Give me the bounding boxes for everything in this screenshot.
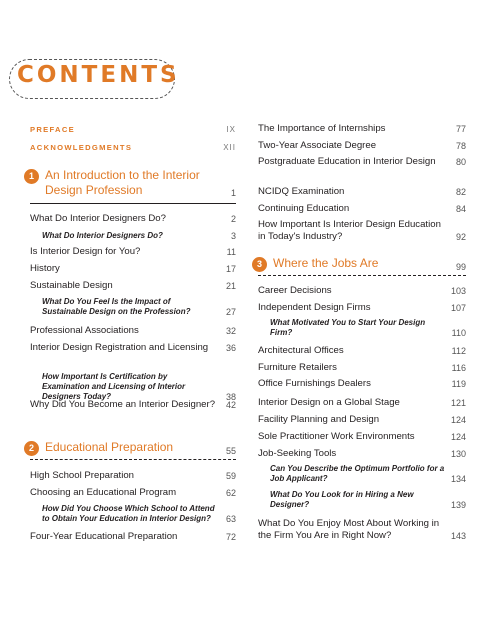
toc-subentry[interactable] xyxy=(258,490,466,510)
toc-entry[interactable] xyxy=(258,219,466,243)
entry-title: Can You Describe the Optimum Portfolio for a Job Applicant? xyxy=(270,464,445,483)
section-divider xyxy=(30,459,236,460)
entry-title: Sustainable Design xyxy=(30,280,113,291)
entry-page: 32 xyxy=(225,326,236,336)
entry-title: Sole Practitioner Work Environments xyxy=(258,431,415,442)
entry-page: 59 xyxy=(225,471,236,481)
section-divider xyxy=(30,203,236,204)
entry-title: Four-Year Educational Preparation xyxy=(30,531,178,542)
entry-title: ACKNOWLEDGMENTS xyxy=(30,143,133,152)
toc-entry[interactable] xyxy=(258,397,466,409)
entry-title: What Motivated You to Start Your Design Firm? xyxy=(270,318,426,337)
entry-page: IX xyxy=(226,125,236,134)
entry-title: What Do Interior Designers Do? xyxy=(30,213,166,224)
entry-title: Career Decisions xyxy=(258,285,332,296)
toc-entry[interactable] xyxy=(258,378,466,390)
toc-subentry[interactable] xyxy=(258,318,466,338)
entry-title: Job-Seeking Tools xyxy=(258,448,337,459)
entry-title: The Importance of Internships xyxy=(258,123,386,134)
section-divider xyxy=(258,275,466,276)
toc-entry[interactable] xyxy=(30,263,236,275)
section-heading-2[interactable] xyxy=(24,440,236,456)
entry-title: Why Did You Become an Interior Designer? xyxy=(30,399,216,410)
section-number-badge: 2 xyxy=(24,441,39,456)
toc-entry[interactable] xyxy=(30,470,236,482)
toc-subentry[interactable] xyxy=(258,464,466,484)
entry-title: What Do Interior Designers Do? xyxy=(42,231,163,240)
entry-title: What Do You Feel Is the Impact of Sustainable Design on the Profession? xyxy=(42,297,191,316)
entry-title: Furniture Retailers xyxy=(258,362,337,373)
entry-page: 103 xyxy=(450,286,466,296)
entry-page: 92 xyxy=(455,232,466,242)
section-title: An Introduction to the Interior Design Profession xyxy=(45,168,200,197)
toc-entry[interactable] xyxy=(30,399,236,411)
toc-subentry[interactable] xyxy=(30,372,236,402)
entry-page: 134 xyxy=(450,474,466,484)
entry-page: 116 xyxy=(451,363,466,373)
entry-page: 110 xyxy=(451,328,466,338)
entry-title: What Do You Look for in Hiring a New Designer? xyxy=(270,490,414,509)
entry-page: 27 xyxy=(225,307,236,317)
entry-title: PREFACE xyxy=(30,125,75,134)
entry-title: Choosing an Educational Program xyxy=(30,487,177,498)
toc-entry[interactable] xyxy=(258,518,466,542)
toc-entry-acknowledgments[interactable] xyxy=(30,142,236,154)
entry-page: 124 xyxy=(450,415,466,425)
toc-subentry[interactable] xyxy=(30,231,236,241)
entry-page: 62 xyxy=(225,488,236,498)
entry-page: 72 xyxy=(225,532,236,542)
entry-title: Office Furnishings Dealers xyxy=(258,378,371,389)
entry-title: Continuing Education xyxy=(258,203,350,214)
toc-entry[interactable] xyxy=(258,431,466,443)
entry-title: History xyxy=(30,263,60,274)
toc-entry[interactable] xyxy=(258,414,466,426)
contents-heading: CONTENTS xyxy=(17,62,180,88)
entry-page: 119 xyxy=(451,379,466,389)
entry-title: What Do You Enjoy Most About Working in the Firm You Are in Right Now? xyxy=(258,518,440,541)
entry-title: Interior Design on a Global Stage xyxy=(258,397,400,408)
entry-page: 112 xyxy=(451,346,466,356)
entry-title: Architectural Offices xyxy=(258,345,344,356)
entry-title: How Important Is Certification by Examination and Licensing of Interior Designers Today? xyxy=(42,372,186,401)
section-heading-3[interactable] xyxy=(252,256,466,272)
entry-page: XII xyxy=(223,143,236,152)
section-page: 1 xyxy=(230,188,236,198)
entry-page: 107 xyxy=(450,303,466,313)
entry-page: 42 xyxy=(225,400,236,410)
toc-entry[interactable] xyxy=(258,203,466,215)
toc-entry[interactable] xyxy=(258,140,466,152)
toc-entry[interactable] xyxy=(30,342,236,354)
entry-title: How Did You Choose Which School to Attend to Obtain Your Education in Interior Design? xyxy=(42,504,215,523)
entry-page: 3 xyxy=(230,231,236,241)
toc-entry[interactable] xyxy=(30,531,236,543)
section-number-badge: 3 xyxy=(252,257,267,272)
entry-page: 77 xyxy=(455,124,466,134)
entry-title: Postgraduate Education in Interior Design xyxy=(258,156,436,167)
toc-subentry[interactable] xyxy=(30,297,236,317)
entry-title: High School Preparation xyxy=(30,470,134,481)
section-title: Educational Preparation xyxy=(45,440,174,454)
section-title: Where the Jobs Are xyxy=(273,256,379,270)
toc-entry[interactable] xyxy=(258,186,466,198)
entry-title: Professional Associations xyxy=(30,325,139,336)
toc-entry[interactable] xyxy=(30,280,236,292)
entry-page: 78 xyxy=(455,141,466,151)
toc-subentry[interactable] xyxy=(30,504,236,524)
entry-page: 84 xyxy=(455,204,466,214)
entry-page: 139 xyxy=(450,500,466,510)
toc-entry[interactable] xyxy=(258,302,466,314)
entry-title: Independent Design Firms xyxy=(258,302,371,313)
entry-page: 11 xyxy=(226,247,236,257)
entry-page: 82 xyxy=(455,187,466,197)
toc-entry[interactable] xyxy=(258,285,466,297)
toc-entry[interactable] xyxy=(258,156,466,168)
entry-page: 143 xyxy=(450,531,466,541)
entry-page: 36 xyxy=(225,343,236,353)
toc-entry[interactable] xyxy=(30,487,236,499)
toc-entry[interactable] xyxy=(30,213,236,225)
entry-page: 130 xyxy=(450,449,466,459)
entry-page: 121 xyxy=(450,398,466,408)
entry-page: 21 xyxy=(225,281,236,291)
entry-page: 124 xyxy=(450,432,466,442)
toc-entry-preface[interactable] xyxy=(30,124,236,136)
entry-page: 80 xyxy=(455,157,466,167)
section-page: 99 xyxy=(455,262,466,272)
section-page: 55 xyxy=(225,446,236,456)
entry-title: How Important Is Interior Design Education in Today's Industry? xyxy=(258,219,441,242)
entry-title: Interior Design Registration and Licensing xyxy=(30,342,209,353)
entry-page: 2 xyxy=(230,214,236,224)
section-number-badge: 1 xyxy=(24,169,39,184)
entry-title: NCIDQ Examination xyxy=(258,186,345,197)
toc-entry[interactable] xyxy=(258,345,466,357)
entry-page: 38 xyxy=(225,392,236,402)
toc-entry[interactable] xyxy=(258,448,466,460)
toc-entry[interactable] xyxy=(30,246,236,258)
entry-page: 63 xyxy=(225,514,236,524)
toc-entry[interactable] xyxy=(258,362,466,374)
entry-page: 17 xyxy=(225,264,236,274)
entry-title: Facility Planning and Design xyxy=(258,414,380,425)
entry-title: Two-Year Associate Degree xyxy=(258,140,377,151)
toc-entry[interactable] xyxy=(258,123,466,135)
entry-title: Is Interior Design for You? xyxy=(30,246,141,257)
toc-entry[interactable] xyxy=(30,325,236,337)
section-heading-1[interactable] xyxy=(24,168,236,198)
